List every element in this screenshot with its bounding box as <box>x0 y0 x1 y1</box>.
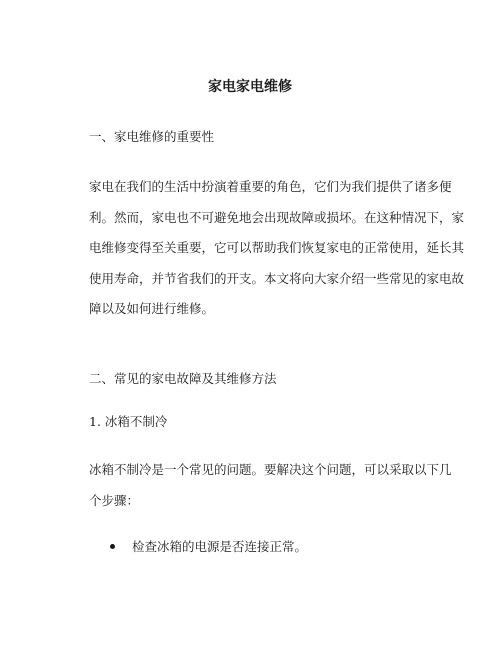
paragraph-line: 电维修变得至关重要，它可以帮助我们恢复家电的正常使用，延长其 <box>89 240 465 255</box>
paragraph-importance <box>89 172 465 325</box>
subsection-heading-fridge: 1. 冰箱不制冷 <box>89 414 168 429</box>
paragraph-line: 障以及如何进行维修。 <box>89 301 215 316</box>
paragraph-fridge <box>89 455 452 516</box>
paragraph-line: 个步骤： <box>89 492 140 508</box>
paragraph-line: 冰箱不制冷是一个常见的问题。要解决这个问题，可以采取以下几 <box>89 462 452 477</box>
paragraph-line: 使用寿命，并节省我们的开支。本文将向大家介绍一些常见的家电故 <box>89 270 465 286</box>
bullet-text: 检查冰箱的电源是否连接正常。 <box>132 539 308 554</box>
paragraph-line: 家电在我们的生活中扮演着重要的角色，它们为我们提供了诸多便 <box>89 179 452 194</box>
section-heading-importance: 一、家电维修的重要性 <box>89 129 215 144</box>
bullet-icon <box>110 544 115 549</box>
document-title: 家电家电维修 <box>208 79 292 95</box>
bullet-list-item <box>110 538 307 556</box>
paragraph-line: 利。然而，家电也不可避免地会出现故障或损坏。在这种情况下，家 <box>89 209 465 225</box>
section-heading-common-faults: 二、常见的家电故障及其维修方法 <box>89 371 277 386</box>
